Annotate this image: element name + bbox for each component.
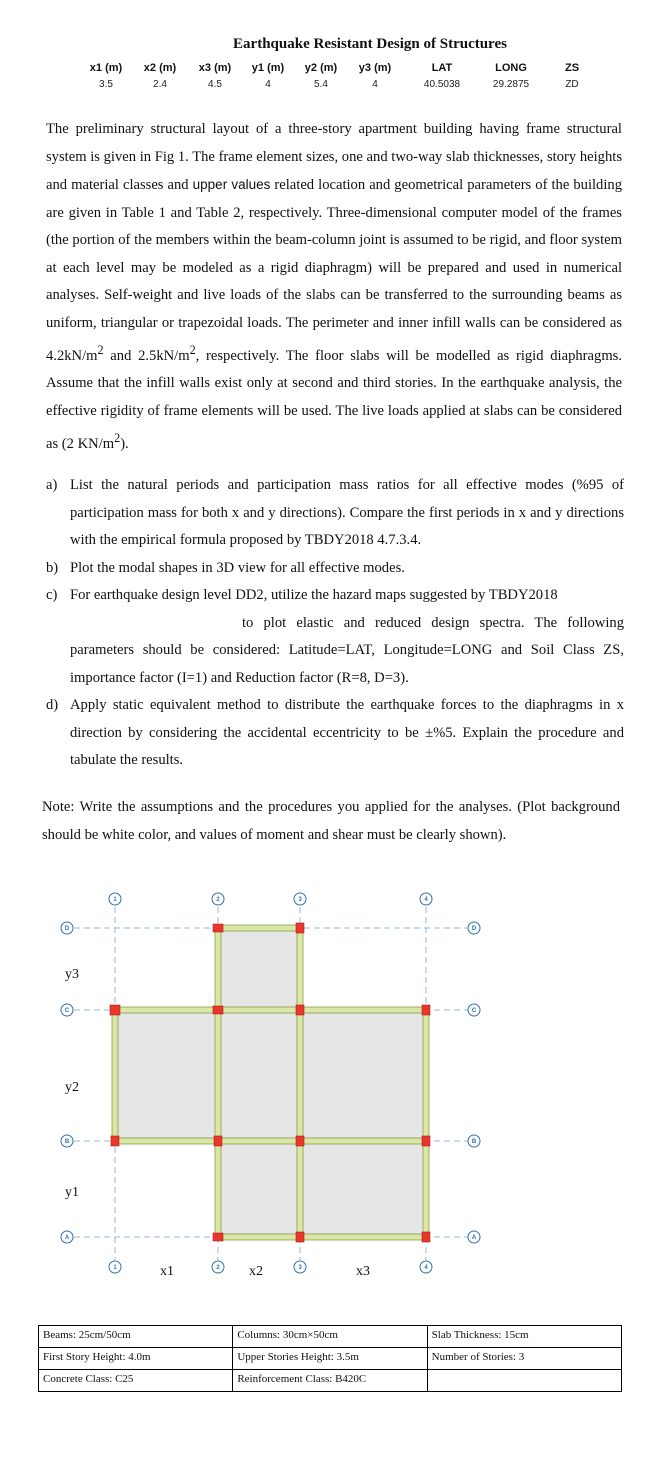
- column: [296, 923, 304, 933]
- beam: [115, 1138, 426, 1144]
- param-value: 4: [372, 79, 378, 90]
- column: [296, 1232, 304, 1242]
- body-text-part: ).: [120, 436, 129, 453]
- column: [422, 1005, 430, 1015]
- param-value: 3.5: [99, 79, 113, 90]
- body-text-part: related location and geometrical parameters of the building are given in Table 1 and Table 2, respectively. Three-dimensional computer model of the frames (the portion of the members within the beam-column joint is assumed to be rigid, and floor system at each level may be modeled as a rigid diaphragm) will be prepared and used in numerical analyses. Self-weight and live loads of the slabs can be transferred to the surrounding beams as uniform, triangular or trapezoidal loads. The perimeter and inner infill walls can be considered as 4.2kN/m: [46, 177, 622, 364]
- param-value: 40.5038: [423, 79, 461, 90]
- column: [422, 1136, 430, 1146]
- column: [213, 1006, 223, 1014]
- axis-label-x: 4: [424, 1265, 428, 1271]
- column: [213, 1233, 223, 1241]
- param-value: 4: [265, 79, 271, 90]
- axis-label-y: D: [471, 926, 477, 932]
- task-item-d: [46, 692, 624, 775]
- body-text-part: and 2.5kN/m: [103, 347, 190, 364]
- param-header: y1 (m): [251, 62, 285, 74]
- spec-cell: Reinforcement Class: B420C: [233, 1370, 427, 1392]
- spec-cell: Beams: 25cm/50cm: [39, 1326, 233, 1348]
- dimension-label-y: y2: [65, 1080, 79, 1095]
- problem-description: [46, 116, 622, 459]
- task-text: Apply static equivalent method to distribute the earthquake forces to the diaphragms in x direction by considering the accidental eccentricity to be ±%5. Explain the procedure and tabulate the results.: [70, 697, 624, 768]
- task-text: For earthquake design level DD2, utilize the hazard maps suggested by TBDY2018: [70, 587, 558, 603]
- task-text-continued: to plot elastic and reduced design spectra. The following parameters should be considered: Latitude=LAT, Longitude=LONG and Soil Class ZS, importance factor (I=1) and Reduction factor (R=8, D=3).: [70, 614, 624, 686]
- slab-panel: [218, 928, 300, 1010]
- task-item-b: [46, 555, 624, 583]
- spec-cell: [427, 1370, 621, 1392]
- param-header: LONG: [495, 62, 527, 74]
- axis-label-y: B: [64, 1139, 70, 1145]
- param-header: x2 (m): [143, 62, 177, 74]
- dimension-label-x: x1: [160, 1264, 174, 1279]
- column: [296, 1005, 304, 1015]
- axis-label-y: C: [64, 1008, 70, 1014]
- param-header: ZS: [564, 62, 580, 74]
- axis-label-x: 4: [424, 897, 428, 903]
- axis-label-y: D: [64, 926, 70, 932]
- param-value: 29.2875: [492, 79, 530, 90]
- task-item-c: [46, 582, 624, 692]
- beam: [297, 928, 303, 1237]
- body-text-highlight: upper values: [192, 177, 271, 192]
- floor-plan-figure: [40, 880, 500, 1280]
- axis-label-y: B: [471, 1139, 477, 1145]
- specifications-table: [38, 1325, 622, 1392]
- task-label: b): [46, 559, 59, 576]
- axis-label-y: C: [471, 1008, 477, 1014]
- superscript: 2: [114, 431, 121, 446]
- superscript: 2: [189, 343, 196, 357]
- task-item-a: [46, 472, 624, 555]
- task-label: d): [46, 697, 59, 713]
- beam: [218, 925, 300, 931]
- axis-label-y: A: [471, 1235, 477, 1241]
- body-text-part: The preliminary structural layout of a three-story apartment building having frame structural system is given in Fig 1. The frame element sizes, one and two-way slab thicknesses, story heights and material classes and: [46, 121, 622, 193]
- note-text: Note: Write the assumptions and the procedures you applied for the analyses. (Plot background should be white color, and values of moment and shear must be clearly shown).: [42, 799, 620, 843]
- column: [422, 1232, 430, 1242]
- parameter-table: [80, 60, 604, 93]
- beam: [215, 928, 221, 1237]
- param-header: y2 (m): [304, 62, 338, 74]
- param-header: x3 (m): [198, 62, 232, 74]
- page-title: Earthquake Resistant Design of Structures: [233, 36, 507, 52]
- axis-label-y: A: [64, 1235, 70, 1241]
- superscript: 2: [97, 343, 104, 357]
- spec-cell: Slab Thickness: 15cm: [427, 1326, 621, 1348]
- task-label: a): [46, 477, 58, 493]
- column: [214, 1136, 222, 1146]
- dimension-label-x: x2: [249, 1264, 263, 1279]
- spec-cell: Columns: 30cm×50cm: [233, 1326, 427, 1348]
- axis-label-x: 3: [298, 1265, 302, 1271]
- beam: [423, 1010, 429, 1237]
- param-value: 4.5: [208, 79, 222, 90]
- param-header: y3 (m): [358, 62, 392, 74]
- beam: [218, 1234, 426, 1240]
- column: [111, 1136, 119, 1146]
- axis-label-x: 2: [216, 897, 220, 903]
- task-text: Plot the modal shapes in 3D view for all effective modes.: [70, 559, 405, 576]
- spec-cell: Number of Stories: 3: [427, 1348, 621, 1370]
- param-header: x1 (m): [89, 62, 123, 74]
- spec-cell: Upper Stories Height: 3.5m: [233, 1348, 427, 1370]
- axis-label-x: 1: [113, 1265, 117, 1271]
- param-header: LAT: [431, 62, 453, 74]
- task-label: c): [46, 587, 58, 603]
- spec-cell: First Story Height: 4.0m: [39, 1348, 233, 1370]
- body-text-part: , respectively. The floor slabs will be modelled as rigid diaphragms. Assume that the infill walls exist only at second and third stories. In the earthquake analysis, the effective rigidity of frame elements will be used. The live loads applied at slabs can be considered as (2 KN/m: [46, 347, 622, 453]
- dimension-label-y: y1: [65, 1185, 79, 1200]
- task-text: List the natural periods and participation mass ratios for all effective modes (%95 of participation mass for both x and y directions). Compare the first periods in x and y directions with the empirical formula proposed by TBDY2018 4.7.3.4.: [70, 477, 624, 548]
- param-value: ZD: [565, 79, 579, 90]
- slab-panel: [115, 1010, 426, 1141]
- spec-cell: Concrete Class: C25: [39, 1370, 233, 1392]
- dimension-label-x: x3: [356, 1264, 370, 1279]
- column: [296, 1136, 304, 1146]
- axis-label-x: 3: [298, 897, 302, 903]
- dimension-label-y: y3: [65, 967, 79, 982]
- axis-label-x: 2: [216, 1265, 220, 1271]
- param-value: 5.4: [314, 79, 328, 90]
- param-value: 2.4: [153, 79, 167, 90]
- column: [213, 924, 223, 932]
- task-list: [46, 472, 624, 775]
- slab-panel: [218, 1141, 426, 1237]
- beam: [115, 1007, 426, 1013]
- axis-label-x: 1: [113, 897, 117, 903]
- column: [110, 1005, 120, 1015]
- beam: [112, 1010, 118, 1141]
